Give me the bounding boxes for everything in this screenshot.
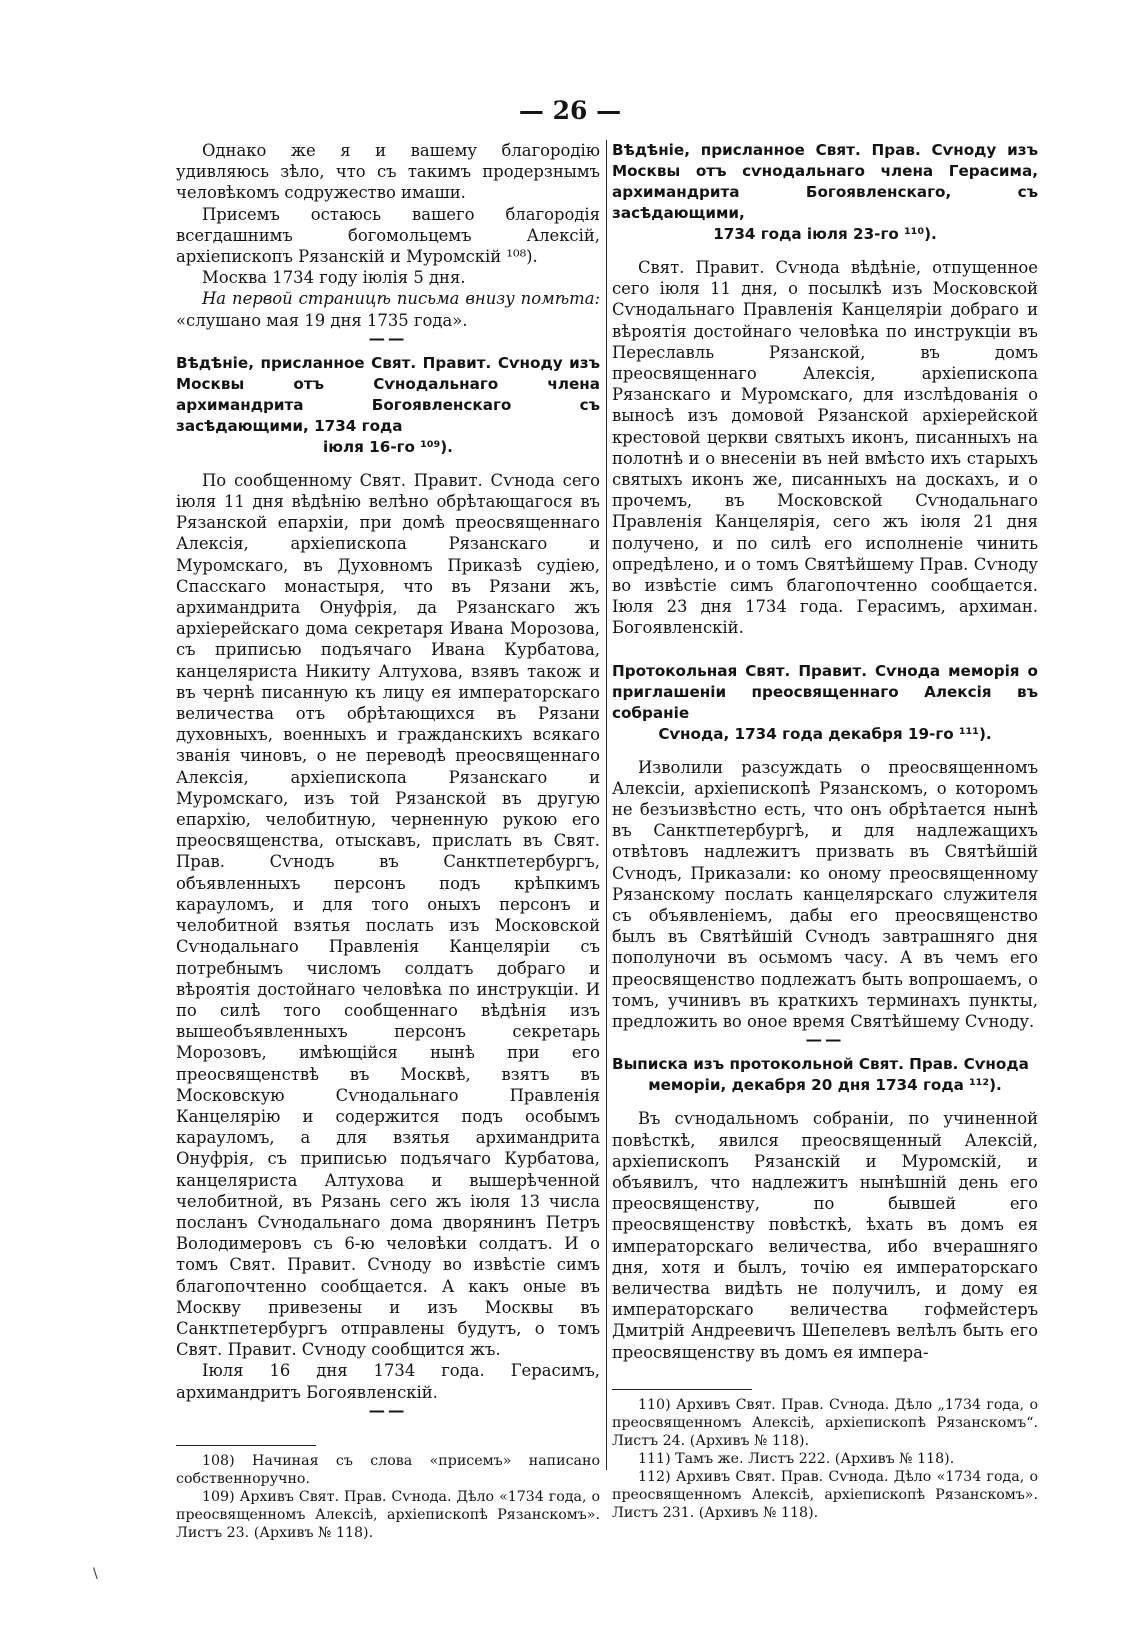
section-heading-text: Протокольная Свят. Правит. Сѵнода меморія о приглашеніи преосвященнаго Алексія въ собраніе xyxy=(612,661,1038,722)
letter-closing-paragraph: Однако же я и вашему благородію удивляюсь зѣло, что съ такимъ продерзнымъ человѣкомъ содружество имаши. xyxy=(176,141,600,203)
scan-mark: \ xyxy=(93,1566,98,1582)
document-body: Изволили разсуждать о преосвященномъ Алексіи, архіепископѣ Рязанскомъ, о которомъ не безъизвѣстно есть, что онъ обрѣтается нынѣ въ Санктпетербургѣ, и для надлежащихъ отвѣтовъ надлежитъ призвать въ Святѣйшій Сѵнодъ, Приказали: ко оному преосвященному Рязанскому послать канцелярскаго служителя съ объявленіемъ, дабы его преосвященство былъ въ Святѣйшій Сѵнодъ завтрашняго дня пополуночи въ осьмомъ часу. А въ чемъ его преосвященство подлежатъ быть вопрошаемъ, о томъ, учинивъ въ краткихъ терминахъ пункты, предложить во оное время Святѣйшему Сѵноду. xyxy=(612,757,1038,1032)
section-heading xyxy=(612,1054,1038,1096)
footnote-110: 110) Архивъ Свят. Прав. Сѵнода. Дѣло „1734 года, о преосвященномъ Алексіѣ, архіепископѣ Рязанскомъ“. Листъ 24. (Архивъ № 118). xyxy=(612,1396,1038,1449)
section-heading xyxy=(612,140,1038,245)
section-heading xyxy=(176,353,600,458)
section-heading-end: іюля 16-го ¹⁰⁹). xyxy=(323,437,453,456)
section-heading-text: Вѣдѣніе, присланное Свят. Прав. Сѵноду изъ Москвы отъ сѵнодальнаго члена Герасима, архимандрита Богоявленскаго, съ засѣдающими, xyxy=(612,141,1038,222)
footnote-108: 108) Начиная съ слова «присемъ» написано собственноручно. xyxy=(176,1452,600,1487)
letter-signature: Присемъ остаюсь вашего благородія всегдашнимъ богомольцемъ Алексій, архіепископъ Рязанскій и Муромскій ¹⁰⁸). xyxy=(176,204,600,267)
archival-note xyxy=(176,288,600,330)
section-heading-text: Выписка изъ протокольной Свят. Прав. Сѵнода xyxy=(612,1055,1029,1074)
section-separator: —— xyxy=(805,1030,845,1050)
page-number: — 26 — xyxy=(518,96,622,125)
footnote-111: 111) Тамъ же. Листъ 222. (Архивъ № 118). xyxy=(638,1450,955,1467)
section-heading-end: 1734 года іюля 23-го ¹¹⁰). xyxy=(713,225,937,243)
document-body: По сообщенному Свят. Правит. Сѵнода сего іюля 11 дня вѣдѣнію велѣно обрѣтающагося въ Рязанской епархіи, при домѣ преосвященнаго Алексія, архіепископа Рязанскаго и Муромскаго, въ Духовномъ Приказѣ судіею, Спасскаго монастыря, что въ Рязани жъ, архимандрита Онуфрія, да Рязанскаго жъ архіерейскаго дома секретаря Ивана Морозова, съ приписью подъячаго Ивана Курбатова, канцеляриста Никиту Алтухова, взявъ також и въ чернѣ писанную къ лицу ея императорскаго величества отъ обрѣтающихся въ Рязани духовныхъ, военныхъ и гражданскихъ всякаго званія чиновъ, о не переводѣ преосвященнаго Алексія, архіепископа Рязанскаго и Муромскаго, изъ той Рязанской въ другую епархію, челобитную, черненную рукою его преосвященства, отыскавъ, прислать въ Свят. Прав. Сѵнодъ въ Санктпетербургъ, объявленныхъ персонъ подъ крѣпкимъ карауломъ, и для того оныхъ персонъ и челобитной взятья послать изъ Московской Сѵнодальнаго Правленія Канцеляріи съ потребнымъ числомъ солдатъ добраго и вѣроятія достойнаго человѣка по инструкціи. И по силѣ того сообщеннаго вѣдѣнія изъ вышеобъявленныхъ персонъ секретарь Морозовъ, имѣющійся нынѣ при его преосвященствѣ въ Москвѣ, взятъ въ Московскую Сѵнодальнаго Правленія Канцелярію и содержится подъ особымъ карауломъ, а для взятья архимандрита Онуфрія, съ приписью подъячаго Курбатова, канцеляриста Алтухова и вышерѣченной челобитной, въ Рязань сего жъ іюля 13 числа посланъ Сѵнодальнаго дома дворянинъ Петръ Володимеровъ съ 6-ю человѣки солдатъ. И о томъ Свят. Правит. Сѵноду во извѣстіе симъ благопочтенно сообщается. А какъ оные въ Москву привезены и изъ Москвы въ Санктпетербургъ отправлены будутъ, о томъ Свят. Правит. Сѵноду сообщится жъ. xyxy=(176,470,600,1360)
section-heading xyxy=(612,661,1038,745)
footnote-109: 109) Архивъ Свят. Прав. Сѵнода. Дѣло «1734 года, о преосвященномъ Алексіѣ, архіепископѣ Рязанскомъ». Листъ 23. (Архивъ № 118). xyxy=(176,1488,600,1541)
footnote-112: 112) Архивъ Свят. Прав. Сѵнода. Дѣло «1734 года, о преосвященномъ Алексіѣ, архіепископѣ Рязанскомъ». Листъ 231. (Архивъ № 118). xyxy=(612,1468,1038,1521)
document-body: Свят. Правит. Сѵнода вѣдѣніе, отпущенное сего іюля 11 дня, о посылкѣ изъ Московской Сѵнодальнаго Правленія Канцеляріи добраго и вѣроятія достойнаго человѣка по инструкціи въ Переславль Рязанской, въ домъ преосвященнаго Алексія, архіепископа Рязанскаго и Муромскаго, для изслѣдованія о выносѣ изъ домовой Рязанской архіерейской крестовой церкви святыхъ иконъ, писанныхъ на полотнѣ и о внесеніи въ ней вмѣсто ихъ старыхъ святыхъ иконъ же, писанныхъ на доскахъ, и о прочемъ, въ Московской Сѵнодальнаго Правленія Канцелярія, сего жъ іюля 21 дня получено, и по силѣ его исполненіе чинить опредѣлено, и о томъ Святѣйшему Прав. Сѵноду во извѣстіе симъ благопочтенно сообщается. Іюля 23 дня 1734 года. Герасимъ, архиман. Богоявленскій. xyxy=(612,258,1038,638)
left-column xyxy=(176,140,600,1542)
archival-note-text: «слушано мая 19 дня 1735 года». xyxy=(176,310,468,330)
document-body: Въ сѵнодальномъ собраніи, по учиненной повѣсткѣ, явился преосвященный Алексій, архіепископъ Рязанскій и Муромскій, и объявилъ, что надлежитъ нынѣшній день его преосвященству, по бывшей его преосвященству повѣсткѣ, ѣхать въ домъ ея императорскаго величества, ибо вчерашняго дня, хотя и былъ, точію ея императорскаго величества видѣть не получилъ, и дому ея императорскаго величества гофмейстеръ Дмитрій Андреевичъ Шепелевъ велѣлъ быть его преосвященству въ домъ ея импера- xyxy=(612,1109,1038,1362)
column-divider xyxy=(606,140,607,1470)
letter-date: Москва 1734 году іюлія 5 дня. xyxy=(202,268,466,288)
archival-note-italic: На первой страницѣ письма внизу помѣта: xyxy=(202,289,600,309)
section-heading-text: Вѣдѣніе, присланное Свят. Правит. Сѵноду изъ Москвы отъ Сѵнодальнаго члена архимандрита Богоявленскаго съ засѣдающими, 1734 года xyxy=(176,353,600,435)
document-date-signature: Іюля 16 дня 1734 года. Герасимъ, архимандритъ Богоявленскій. xyxy=(176,1361,600,1402)
section-heading-end: Сѵнода, 1734 года декабря 19-го ¹¹¹). xyxy=(658,724,992,743)
footnote-rule xyxy=(612,1389,752,1390)
section-heading-end: меморіи, декабря 20 дня 1734 года ¹¹²). xyxy=(648,1076,1002,1095)
section-separator: —— xyxy=(368,328,408,348)
right-column xyxy=(612,140,1038,1522)
footnote-rule xyxy=(176,1445,316,1446)
section-separator: —— xyxy=(368,1400,408,1420)
